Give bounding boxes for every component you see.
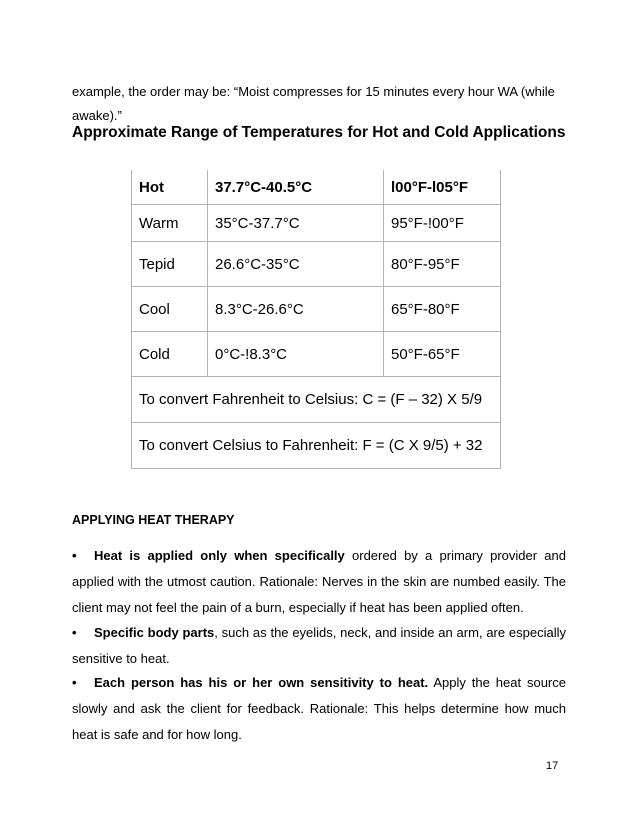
conversion-row: [132, 423, 501, 469]
bullet-text: Apply the heat source slowly and ask the client for feedback. Rationale: This helps determine how much heat is safe and for how long.: [72, 675, 566, 742]
section-title: APPLYING HEAT THERAPY: [72, 513, 235, 527]
conversion-f-to-c: To convert Fahrenheit to Celsius: C = (F – 32) X 5/9: [132, 377, 501, 423]
bullet-text: , such as the eyelids, neck, and inside an arm, are especially sensitive to heat.: [72, 625, 566, 666]
bullet-icon: •: [72, 625, 77, 640]
intro-line-1: example, the order may be: “Moist compresses for 15 minutes every hour WA (while: [72, 84, 555, 99]
row-celsius: 26.6°C-35°C: [208, 242, 384, 287]
table-header-row: [132, 170, 501, 205]
row-label: Tepid: [132, 242, 208, 287]
bullet-item: [72, 670, 566, 748]
row-celsius: 0°C-!8.3°C: [208, 332, 384, 377]
table-row: [132, 332, 501, 377]
section-heading: Approximate Range of Temperatures for Hot and Cold Applications: [72, 124, 566, 141]
bullet-bold-text: Heat is applied only when specifically: [94, 548, 345, 563]
row-celsius: 35°C-37.7°C: [208, 205, 384, 242]
intro-line-2: awake).”: [72, 108, 122, 123]
bullet-icon: •: [72, 675, 77, 690]
bullet-bold-text: Specific body parts: [94, 625, 215, 640]
intro-paragraph: [72, 80, 566, 128]
row-fahrenheit: 50°F-65°F: [384, 332, 501, 377]
bullet-icon: •: [72, 548, 77, 563]
temperature-table: [131, 170, 501, 469]
conversion-c-to-f: To convert Celsius to Fahrenheit: F = (C X 9/5) + 32: [132, 423, 501, 469]
header-fahrenheit: l00°F-l05°F: [384, 170, 501, 205]
row-celsius: 8.3°C-26.6°C: [208, 287, 384, 332]
bullet-text: ordered by a primary provider and applied with the utmost caution. Rationale: Nerves in the skin are numbed easily. The client may not feel the pain of a burn, especially if heat has been applied often.: [72, 548, 566, 615]
row-label: Cool: [132, 287, 208, 332]
header-label: Hot: [132, 170, 208, 205]
header-celsius: 37.7°C-40.5°C: [208, 170, 384, 205]
row-label: Warm: [132, 205, 208, 242]
row-label: Cold: [132, 332, 208, 377]
table-row: [132, 287, 501, 332]
bullet-item: [72, 620, 566, 672]
row-fahrenheit: 95°F-!00°F: [384, 205, 501, 242]
table-row: [132, 242, 501, 287]
page-number: 17: [546, 760, 559, 772]
conversion-row: [132, 377, 501, 423]
row-fahrenheit: 65°F-80°F: [384, 287, 501, 332]
bullet-item: [72, 543, 566, 621]
row-fahrenheit: 80°F-95°F: [384, 242, 501, 287]
bullet-bold-text: Each person has his or her own sensitivity to heat.: [94, 675, 429, 690]
table-row: [132, 205, 501, 242]
